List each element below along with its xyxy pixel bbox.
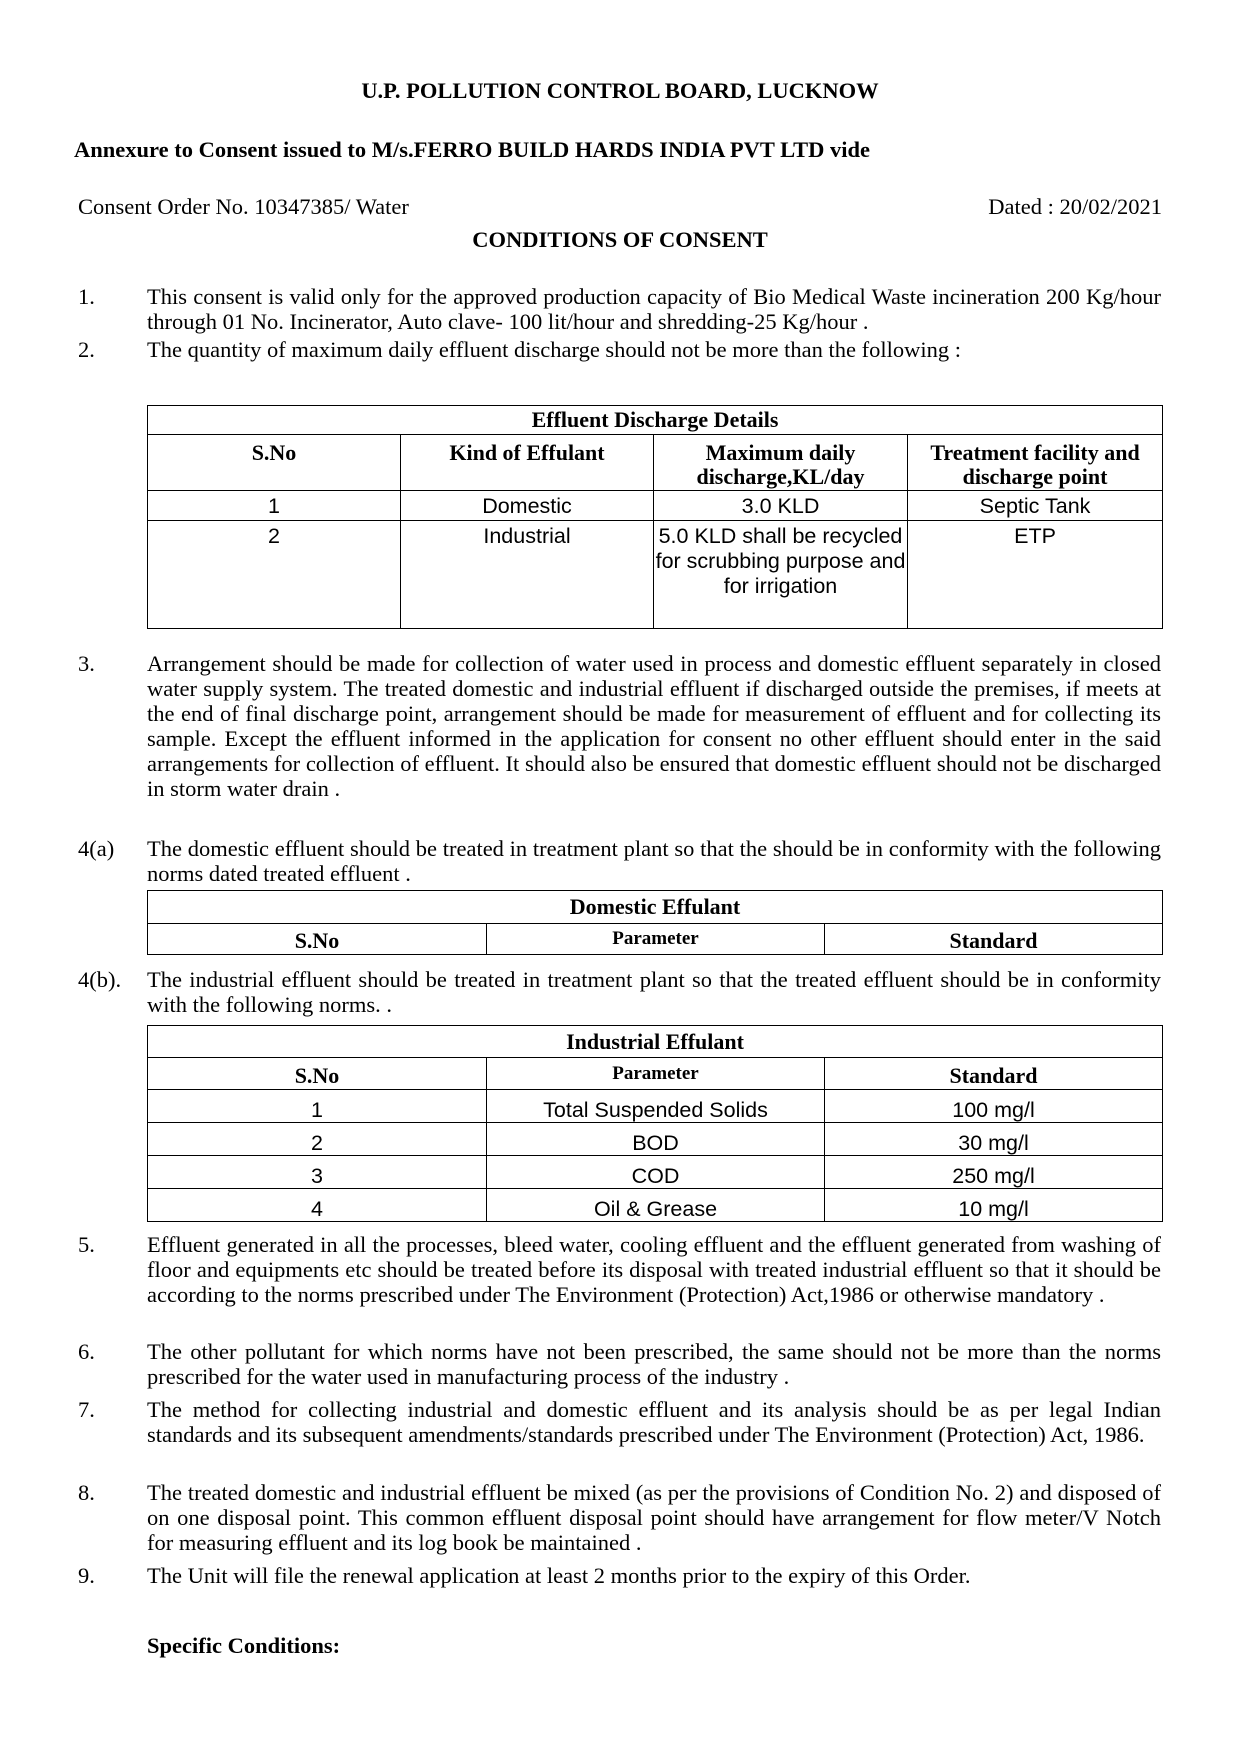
consent-date: Dated : 20/02/2021 [988,194,1162,219]
table-cell: Septic Tank [908,491,1163,521]
table-cell: 1 [148,1090,487,1123]
condition-number: 8. [78,1480,95,1505]
table-cell: Oil & Grease [487,1189,825,1222]
table-cell: 3 [148,1156,487,1189]
condition-text: The industrial effluent should be treated in treatment plant so that the treated effluent should be in conformity with the following norms. . [147,967,1161,1017]
table-cell: 4 [148,1189,487,1222]
column-header: Standard [825,924,1163,955]
table-cell: Total Suspended Solids [487,1090,825,1123]
table-cell: 1 [148,491,401,521]
table-row [148,491,1163,521]
board-title: U.P. POLLUTION CONTROL BOARD, LUCKNOW [361,78,879,103]
table-row [148,1156,1163,1189]
column-header: S.No [148,924,487,955]
table-cell: 5.0 KLD shall be recycled for scrubbing purpose and for irrigation [654,521,908,629]
table-cell: 2 [148,1123,487,1156]
table-row [148,1123,1163,1156]
condition-text: The Unit will file the renewal application at least 2 months prior to the expiry of this Order. [147,1563,971,1588]
table-title: Effluent Discharge Details [148,406,1163,435]
table-title: Domestic Effulant [148,891,1163,924]
condition-text: The other pollutant for which norms have not been prescribed, the same should not be more than the norms prescribed for the water used in manufacturing process of the industry . [147,1339,1161,1389]
column-header: Treatment facility and discharge point [908,435,1163,491]
table-cell: Industrial [401,521,654,629]
condition-number: 2. [78,337,95,362]
condition-text: Arrangement should be made for collection of water used in process and domestic effluent separately in closed water supply system. The treated domestic and industrial effluent if discharged outside the premises, if meets at the end of final discharge point, arrangement should be made for measurement of effluent and for collecting its sample. Except the effluent informed in the application for consent no other effluent should enter in the said arrangements for collection of effluent. It should also be ensured that domestic effluent should not be discharged in storm water drain . [147,651,1161,801]
condition-text: This consent is valid only for the approved production capacity of Bio Medical Waste incineration 200 Kg/hour through 01 No. Incinerator, Auto clave- 100 lit/hour and shredding-25 Kg/hour . [147,284,1161,334]
condition-text: The quantity of maximum daily effluent discharge should not be more than the following : [147,337,961,362]
table-cell: 100 mg/l [825,1090,1163,1123]
column-header: Parameter [487,1058,825,1090]
column-header: Parameter [487,924,825,955]
table-cell: 2 [148,521,401,629]
table-row [148,521,1163,629]
table-cell: 3.0 KLD [654,491,908,521]
table-cell: ETP [908,521,1163,629]
section-title: CONDITIONS OF CONSENT [472,227,768,252]
table-row [148,1090,1163,1123]
condition-number: 5. [78,1232,95,1257]
condition-number: 7. [78,1397,95,1422]
specific-conditions-heading: Specific Conditions: [147,1633,341,1658]
table-title: Industrial Effulant [148,1026,1163,1058]
condition-text: The domestic effluent should be treated in treatment plant so that the should be in conformity with the following norms dated treated effluent . [147,836,1161,886]
condition-number: 1. [78,284,95,309]
condition-text: The treated domestic and industrial effluent be mixed (as per the provisions of Condition No. 2) and disposed of on one disposal point. This common effluent disposal point should have arrangement for flow meter/V Notch for measuring effluent and its log book be maintained . [147,1480,1161,1555]
table-cell: BOD [487,1123,825,1156]
table-cell: COD [487,1156,825,1189]
table-row [148,1189,1163,1222]
column-header: Kind of Effulant [401,435,654,491]
industrial-effluent-table [147,1025,1163,1222]
column-header: Standard [825,1058,1163,1090]
consent-order-number: Consent Order No. 10347385/ Water [78,194,409,219]
column-header: S.No [148,1058,487,1090]
table-cell: 10 mg/l [825,1189,1163,1222]
condition-number: 6. [78,1339,95,1364]
condition-text: Effluent generated in all the processes, bleed water, cooling effluent and the effluent generated from washing of floor and equipments etc should be treated before its disposal with treated industrial effluent so that it should be according to the norms prescribed under The Environment (Protection) Act,1986 or otherwise mandatory . [147,1232,1161,1307]
table-cell: 250 mg/l [825,1156,1163,1189]
condition-number: 3. [78,651,95,676]
annexure-line: Annexure to Consent issued to M/s.FERRO BUILD HARDS INDIA PVT LTD vide [74,137,870,162]
condition-number: 9. [78,1563,95,1588]
condition-number: 4(b). [78,967,122,992]
effluent-discharge-table [147,405,1163,629]
condition-text: The method for collecting industrial and domestic effluent and its analysis should be as per legal Indian standards and its subsequent amendments/standards prescribed under The Environment (Protection) Act, 1986. [147,1397,1161,1447]
column-header: S.No [148,435,401,491]
table-cell: Domestic [401,491,654,521]
domestic-effluent-table [147,890,1163,955]
condition-number: 4(a) [78,836,115,861]
table-cell: 30 mg/l [825,1123,1163,1156]
column-header: Maximum daily discharge,KL/day [654,435,908,491]
